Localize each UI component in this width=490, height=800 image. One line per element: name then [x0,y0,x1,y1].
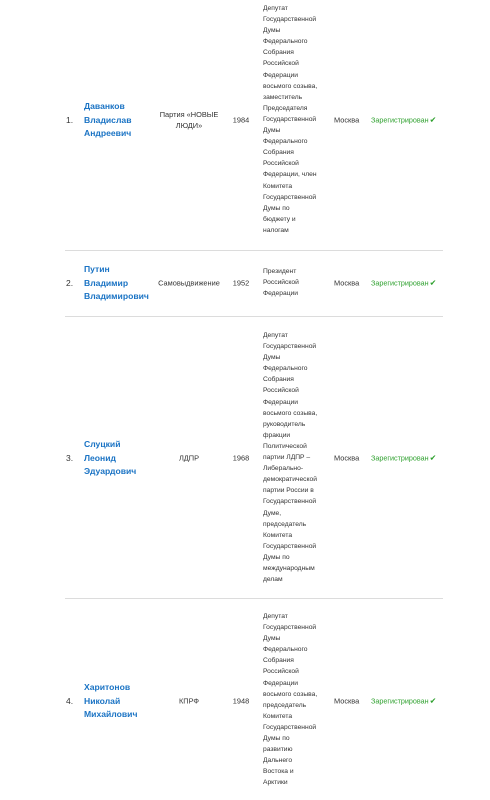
candidate-name-line: Владимир [84,277,129,288]
party-line: ЛЮДИ» [175,121,203,130]
position-line: Думы по [263,735,290,743]
position-line: Российской [263,60,299,68]
position-line: международным [263,564,315,572]
status-label: Зарегистрирован [371,696,429,706]
position-line: Государственной [263,723,317,731]
position-line: Думе, [263,509,282,517]
row-divider [65,250,443,251]
candidate-name-line: Слуцкий [84,438,121,449]
position-line: Российской [263,668,299,676]
position-line: Комитета [263,531,293,539]
position-line: Федерального [263,365,308,373]
candidate-name-line: Михайлович [84,708,138,719]
candidate-name-link[interactable] [84,263,156,304]
candidate-name-line: Харитонов [84,681,131,692]
row-divider [65,598,443,599]
position-line: восьмого созыва, [263,690,318,698]
position-line: Федерации [263,290,299,298]
row-number: 2. [66,278,74,288]
status-badge [371,454,436,463]
status-label: Зарегистрирован [371,115,429,125]
check-icon: ✔ [429,278,437,288]
candidate-name-line: Эдуардович [84,465,137,476]
position-line: Федерации, член [263,171,317,179]
position-line: Федерального [263,38,308,46]
position-line: партии России в [263,487,314,495]
position-line: Федерального [263,138,308,146]
status-badge [371,279,436,288]
status-badge [371,116,436,125]
row-number: 1. [66,115,74,125]
check-icon: ✔ [429,115,437,125]
status-badge [371,697,436,706]
party-line: Самовыдвижение [158,278,220,288]
row-number: 3. [66,453,74,463]
position-line: Думы [263,354,281,362]
party-line: ЛДПР [178,453,200,463]
position-line: демократической [263,476,317,484]
position-line: Российской [263,387,299,395]
candidate-name-link[interactable] [84,438,156,479]
position-line: Государственной [263,343,317,351]
position-line: председатель [263,701,307,709]
position-line: восьмого созыва, [263,82,318,90]
position-line: Думы по [263,204,290,212]
birth-year: 1984 [232,115,250,125]
candidate-name-line: Владислав [84,114,132,125]
position-line: Федерального [263,646,308,654]
birth-year: 1948 [232,696,250,706]
position-line: Собрания [263,376,294,384]
position-line: фракции [263,431,291,439]
position-line: Дальнего [263,757,293,765]
position-line: восьмого созыва, [263,409,318,417]
row-divider [65,316,443,317]
position-cell [263,266,331,299]
check-icon: ✔ [429,453,437,463]
candidate-name-line: Николай [84,695,121,706]
position-line: налогам [263,226,289,234]
position-line: Думы [263,635,281,643]
check-icon: ✔ [429,696,437,706]
position-line: Думы [263,127,281,135]
party-cell [152,696,226,707]
position-line: Думы по [263,553,290,561]
position-line: Федерации [263,679,299,687]
row-number: 4. [66,696,74,706]
region-cell: Москва [334,115,360,125]
position-line: Государственной [263,16,317,24]
position-line: Российской [263,279,299,287]
position-line: Государственной [263,624,317,632]
candidate-name-line: Владимирович [84,290,149,301]
position-line: Политической [263,442,307,450]
position-line: Депутат [263,613,288,620]
candidate-name-link[interactable] [84,681,156,722]
position-line: председатель [263,520,307,528]
candidate-name-line: Леонид [84,452,116,463]
party-line: Партия «НОВЫЕ [159,110,219,119]
status-label: Зарегистрирован [371,453,429,463]
position-line: Депутат [263,332,288,339]
party-cell [152,109,226,131]
position-line: Государственной [263,115,317,123]
candidate-name-link[interactable] [84,100,156,141]
position-line: Комитета [263,182,293,190]
birth-year: 1968 [232,453,250,463]
region-cell: Москва [334,696,360,706]
region-cell: Москва [334,453,360,463]
position-line: Государственной [263,498,317,506]
candidate-name-line: Путин [84,263,110,274]
position-cell [263,611,331,789]
position-line: Востока и [263,768,294,776]
position-line: Президент [263,268,297,275]
position-cell [263,3,331,236]
position-line: Либерально- [263,465,304,473]
party-cell [152,278,226,289]
position-line: Председателя [263,104,308,112]
position-line: Государственной [263,542,317,550]
position-line: заместитель [263,93,303,101]
position-line: Федерации [263,398,299,406]
position-line: бюджету и [263,215,296,223]
candidate-name-line: Андреевич [84,127,132,138]
position-line: Собрания [263,657,294,665]
position-line: руководитель [263,420,306,428]
position-line: делам [263,576,283,584]
party-line: КПРФ [178,696,200,706]
birth-year: 1952 [232,278,250,288]
party-cell [152,453,226,464]
position-line: Арктики [263,779,288,787]
position-line: партии ЛДПР – [263,454,311,462]
position-line: Федерации [263,71,299,79]
region-cell: Москва [334,278,360,288]
position-line: Комитета [263,712,293,720]
position-line: Собрания [263,49,294,57]
position-cell [263,330,331,585]
position-line: развитию [263,746,293,754]
status-label: Зарегистрирован [371,278,429,288]
position-line: Депутат [263,5,288,12]
candidate-name-line: Даванков [84,100,125,111]
position-line: Государственной [263,193,317,201]
position-line: Российской [263,160,299,168]
position-line: Думы [263,27,281,35]
position-line: Собрания [263,149,294,157]
